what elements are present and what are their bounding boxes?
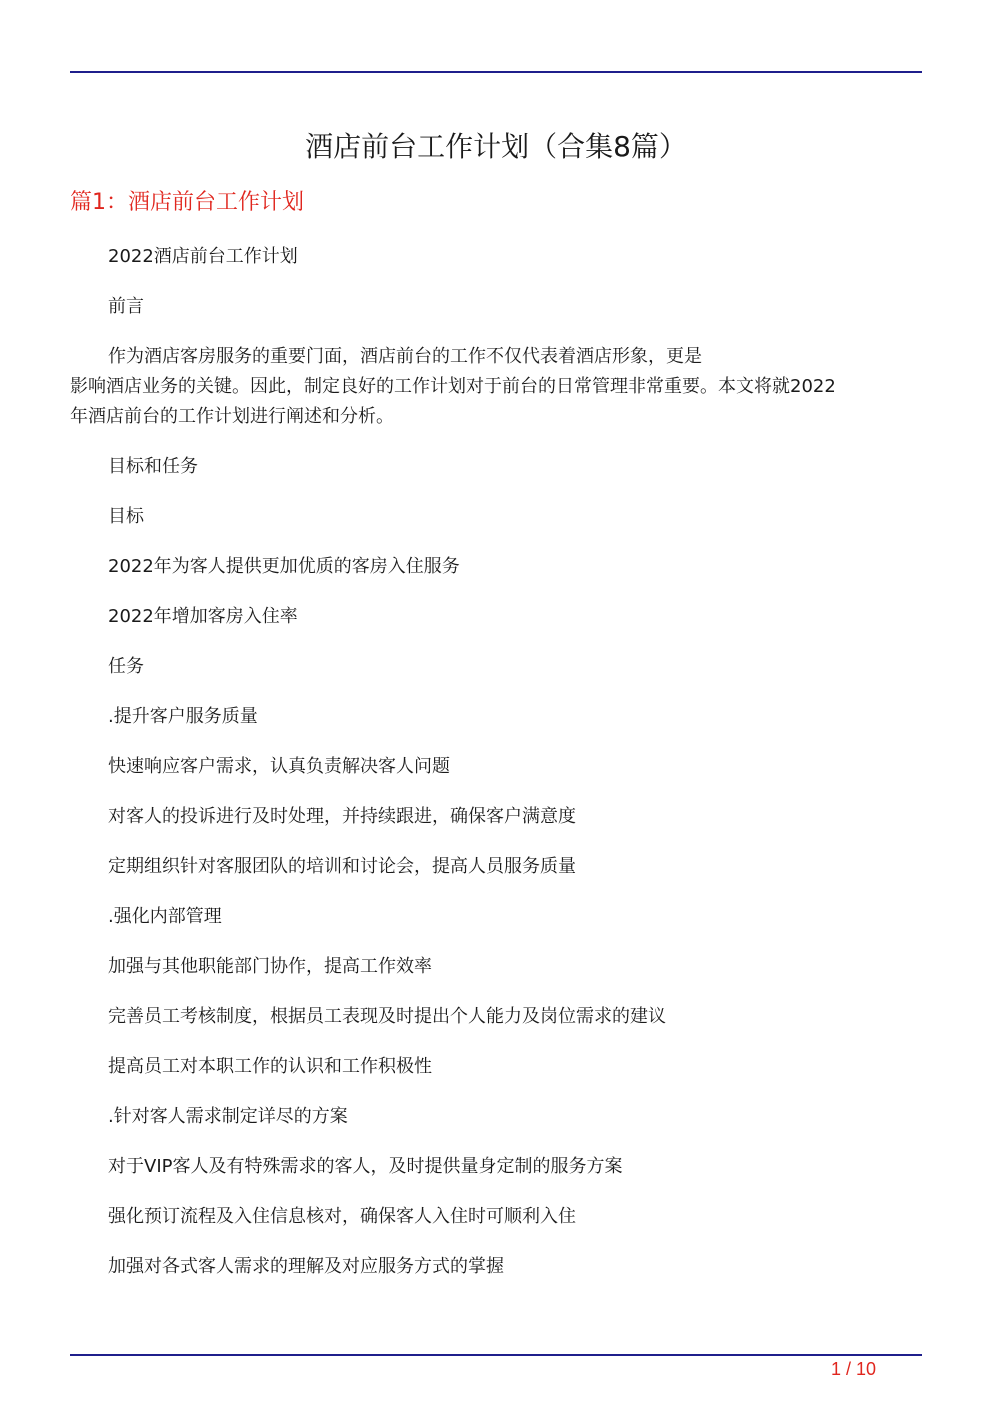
- paragraph: 强化预订流程及入住信息核对，确保客人入住时可顺利入住: [108, 1206, 576, 1227]
- paragraph: 快速响应客户需求，认真负责解决客人问题: [108, 756, 450, 777]
- paragraph: 目标和任务: [108, 456, 198, 477]
- paragraph: 定期组织针对客服团队的培训和讨论会，提高人员服务质量: [108, 856, 576, 877]
- paragraph: .提升客户服务质量: [108, 706, 258, 727]
- paragraph: 完善员工考核制度，根据员工表现及时提出个人能力及岗位需求的建议: [108, 1006, 666, 1027]
- document-body: [70, 242, 922, 1302]
- paragraph: 对于VIP客人及有特殊需求的客人，及时提供量身定制的服务方案: [108, 1156, 623, 1177]
- paragraph: 作为酒店客房服务的重要门面，酒店前台的工作不仅代表着酒店形象，更是 影响酒店业务的关键。因此，制定良好的工作计划对于前台的日常管理非常重要。本文将就2022 年酒店前台的工作计划进行阐述和分析。: [70, 346, 836, 427]
- paragraph: 加强与其他职能部门协作，提高工作效率: [108, 956, 432, 977]
- paragraph: .强化内部管理: [108, 906, 222, 927]
- document-title: 酒店前台工作计划（合集8篇）: [305, 130, 687, 163]
- header-rule: [70, 71, 922, 73]
- paragraph: 加强对各式客人需求的理解及对应服务方式的掌握: [108, 1256, 504, 1277]
- paragraph: 目标: [108, 506, 144, 527]
- page-number: 1 / 10: [830, 1359, 876, 1379]
- paragraph: 提高员工对本职工作的认识和工作积极性: [108, 1056, 432, 1077]
- paragraph: 前言: [108, 296, 144, 317]
- paragraph: .针对客人需求制定详尽的方案: [108, 1106, 348, 1127]
- paragraph: 2022年增加客房入住率: [108, 606, 298, 627]
- paragraph: 任务: [108, 656, 144, 677]
- paragraph: 对客人的投诉进行及时处理，并持续跟进，确保客户满意度: [108, 806, 576, 827]
- section-heading: 篇1：酒店前台工作计划: [70, 190, 304, 215]
- footer-rule: [70, 1354, 922, 1356]
- paragraph: 2022年为客人提供更加优质的客房入住服务: [108, 556, 460, 577]
- paragraph: 2022酒店前台工作计划: [108, 246, 298, 267]
